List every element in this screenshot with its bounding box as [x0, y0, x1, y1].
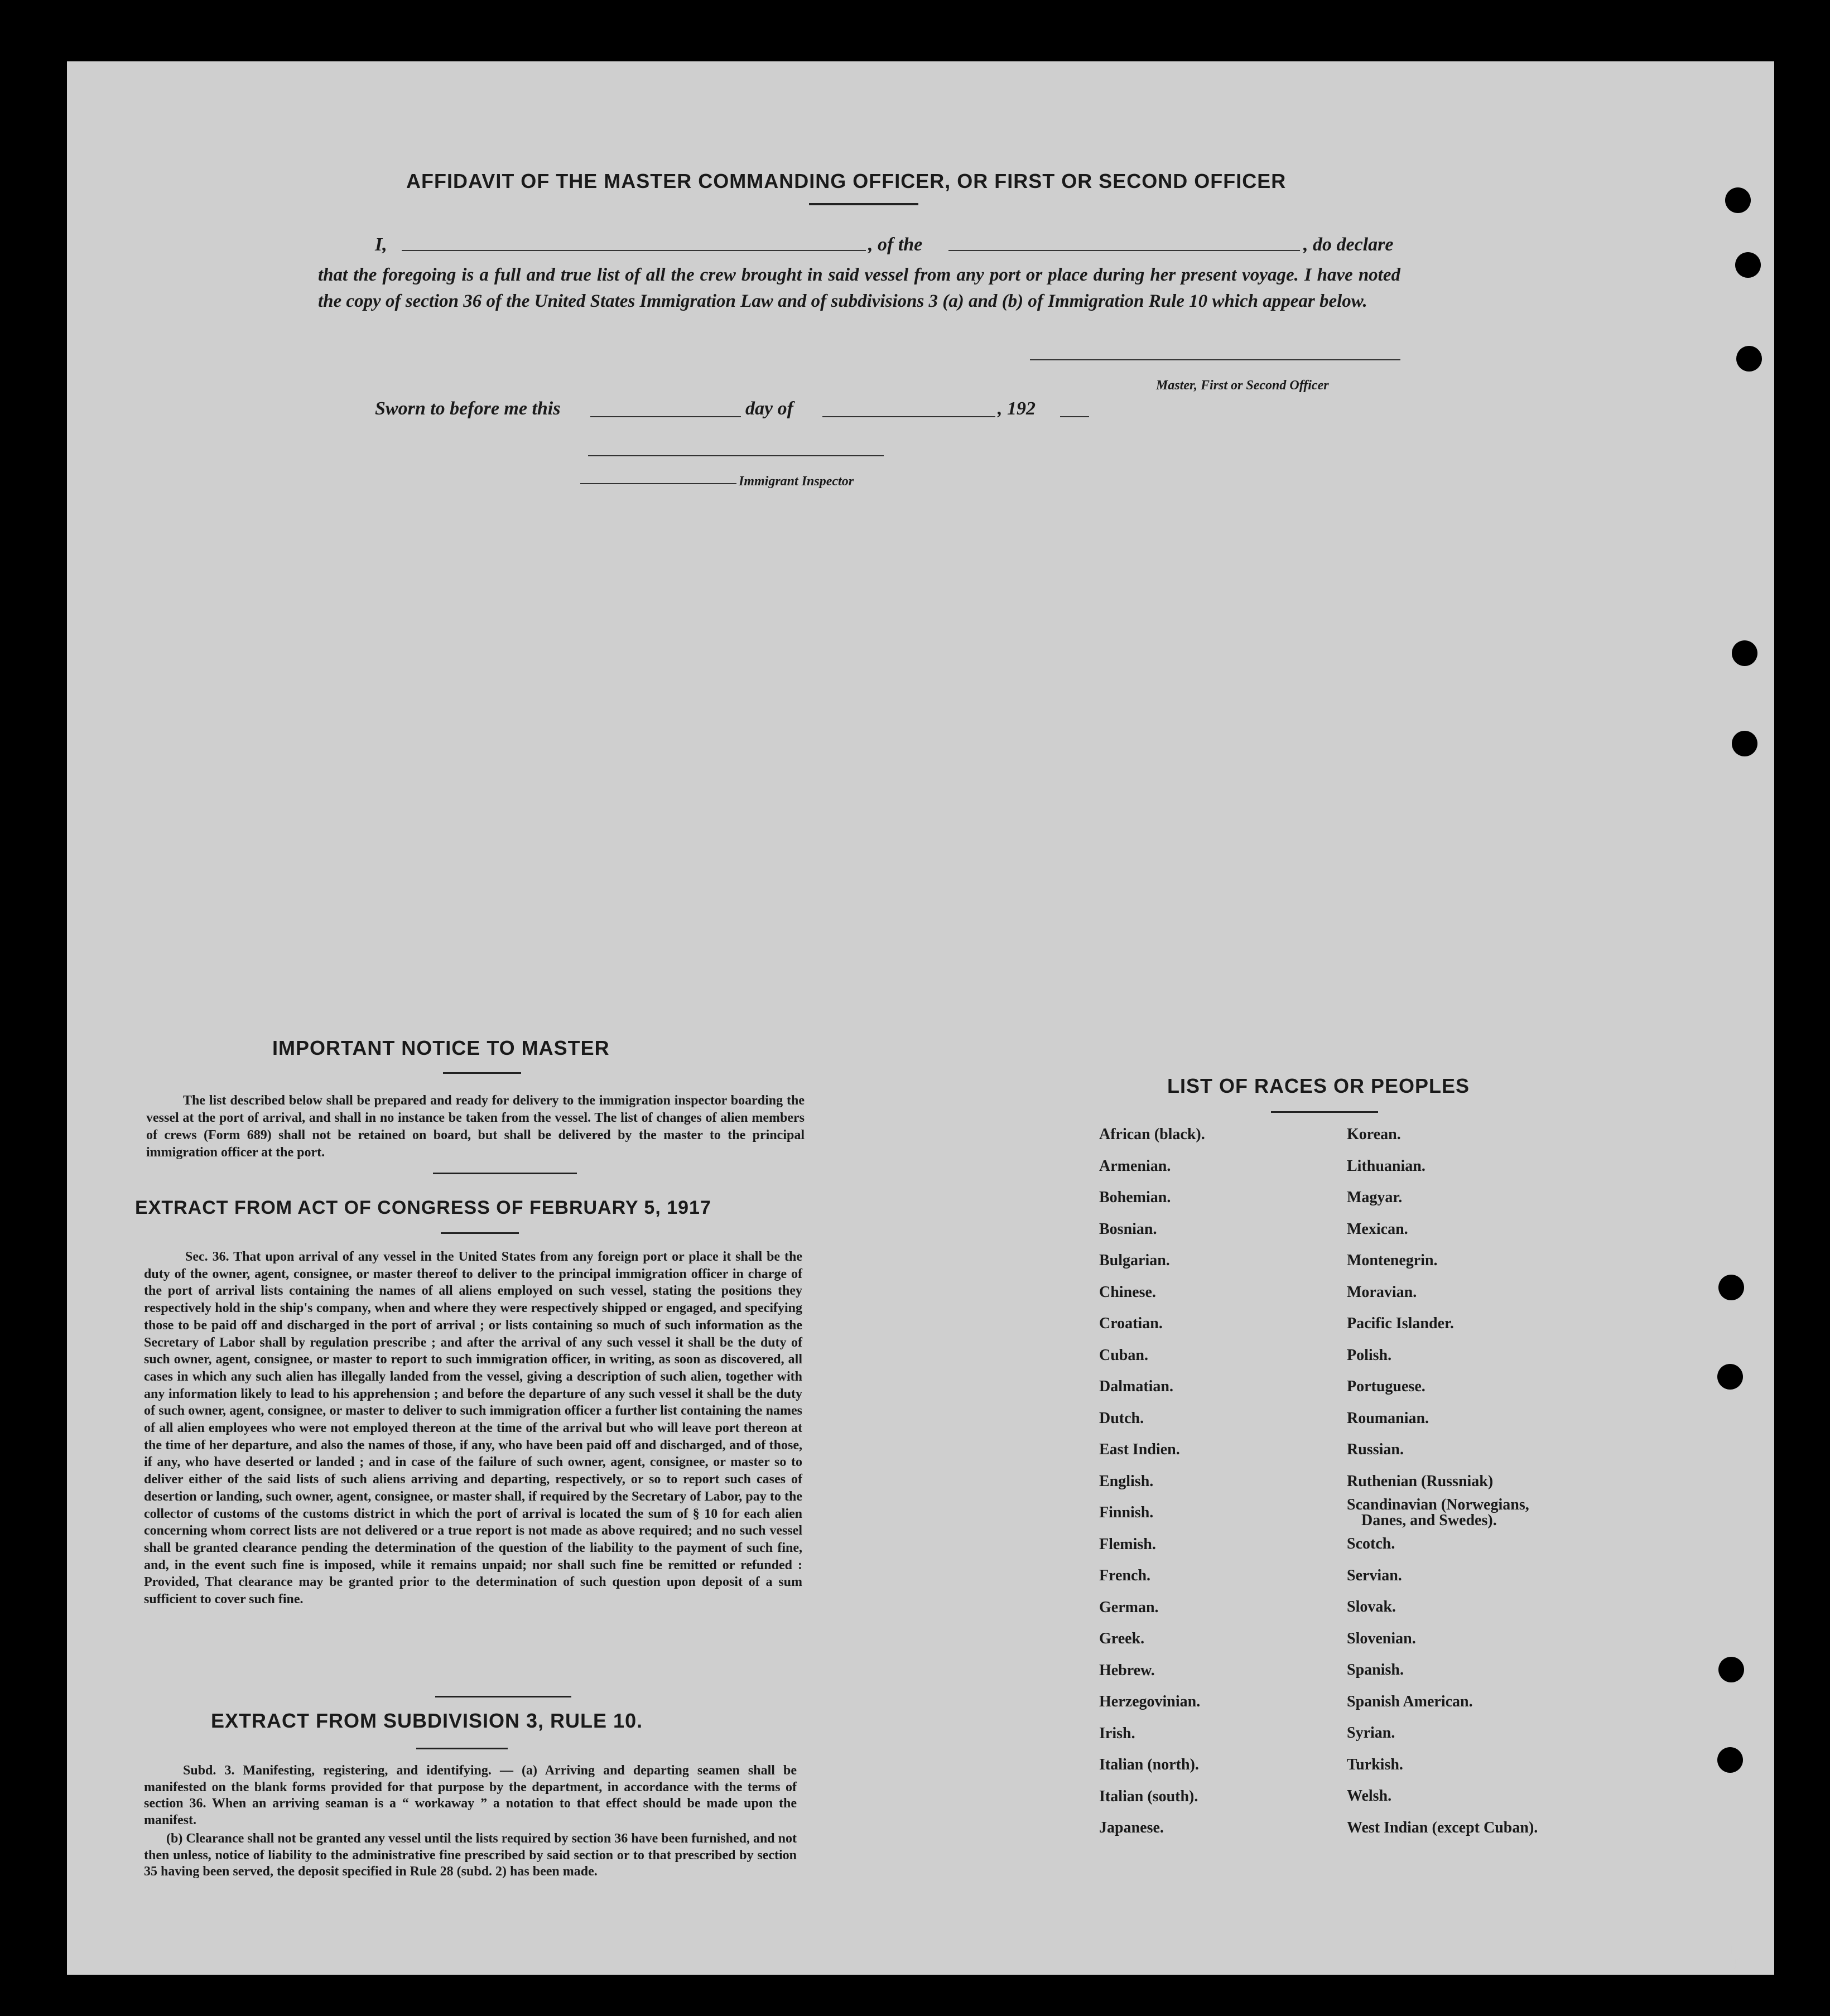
race-item: Slovak. — [1347, 1598, 1396, 1615]
race-item: Japanese. — [1099, 1819, 1164, 1836]
race-item: Flemish. — [1099, 1535, 1156, 1553]
notice-divider — [433, 1173, 577, 1174]
race-item: West Indian (except Cuban). — [1347, 1819, 1538, 1836]
race-item: German. — [1099, 1598, 1159, 1616]
name-blank[interactable] — [402, 250, 866, 251]
race-item: Pacific Islander. — [1347, 1315, 1454, 1332]
race-item: Cuban. — [1099, 1346, 1148, 1364]
punch-hole — [1717, 1747, 1743, 1773]
year-label: , 192 — [998, 398, 1036, 419]
vessel-blank[interactable] — [948, 250, 1300, 251]
race-item: East Indien. — [1099, 1441, 1180, 1458]
race-item: Italian (north). — [1099, 1756, 1199, 1773]
affidavit-body: that the foregoing is a full and true list of all the crew brought in said vessel from any port or place during her present voyage. I have noted the copy of section 36 of the United States Immigration Law and of subdivisions 3 (a) and (b) of Immigration Rule 10 which appear below. — [318, 265, 1400, 311]
punch-hole — [1718, 1657, 1744, 1682]
race-item: Servian. — [1347, 1566, 1402, 1584]
signature-line[interactable] — [1030, 359, 1400, 360]
punch-hole — [1718, 1275, 1744, 1300]
race-item: Roumanian. — [1347, 1409, 1429, 1427]
race-item: Polish. — [1347, 1346, 1392, 1364]
sworn-month-blank[interactable] — [822, 416, 995, 417]
day-of-label: day of — [745, 398, 793, 419]
notice-title: IMPORTANT NOTICE TO MASTER — [272, 1036, 610, 1059]
rule-extract-para-b: (b) Clearance shall not be granted any vessel until the lists required by section 36 have been furnished, and not then unless, notice of liability to the administrative fine prescribed by said section or to that prescribed by section 35 having been served, the deposit specified in Rule 28 (subd. 2) has been made. — [144, 1831, 797, 1879]
race-item: Welsh. — [1347, 1787, 1392, 1805]
race-item: English. — [1099, 1472, 1154, 1490]
race-item: Spanish American. — [1347, 1692, 1473, 1710]
notice-body: The list described below shall be prepared and ready for delivery to the immigration inspector boarding the vessel at the port of arrival, and shall in no instance be taken from the vessel. The list of changes of alien members of crews (Form 689) shall not be retained on board, but shall be delivered by the master to the principal immigration officer at the port. — [146, 1093, 805, 1160]
races-title: LIST OF RACES OR PEOPLES — [1167, 1074, 1470, 1097]
act-extract-underline — [441, 1232, 519, 1234]
race-item: Armenian. — [1099, 1157, 1171, 1175]
sworn-year-blank[interactable] — [1060, 416, 1089, 417]
race-item: Bosnian. — [1099, 1220, 1157, 1238]
race-item: Ruthenian (Russniak) — [1347, 1472, 1494, 1490]
races-left-column — [1099, 1119, 1205, 1844]
affidavit-i-label: I, — [375, 234, 387, 255]
punch-hole — [1725, 187, 1751, 213]
race-item: Portuguese. — [1347, 1378, 1426, 1395]
affidavit-title: AFFIDAVIT OF THE MASTER COMMANDING OFFICER, OR FIRST OR SECOND OFFICER — [406, 170, 1287, 192]
race-item: Korean. — [1347, 1126, 1401, 1143]
race-item: Dalmatian. — [1099, 1378, 1173, 1395]
race-item: African (black). — [1099, 1126, 1205, 1143]
race-item: Mexican. — [1347, 1220, 1408, 1238]
race-item: Russian. — [1347, 1441, 1404, 1458]
punch-hole — [1717, 1364, 1743, 1390]
race-item: Scotch. — [1347, 1535, 1395, 1552]
race-item: Turkish. — [1347, 1755, 1403, 1773]
inspector-label: Immigrant Inspector — [739, 474, 854, 489]
race-item: Moravian. — [1347, 1283, 1417, 1301]
race-item: Hebrew. — [1099, 1661, 1155, 1679]
race-item: Bohemian. — [1099, 1189, 1171, 1206]
race-item: Chinese. — [1099, 1283, 1156, 1301]
race-item: Greek. — [1099, 1630, 1145, 1647]
punch-hole — [1732, 640, 1757, 666]
punch-hole — [1736, 346, 1762, 372]
rule-extract-underline — [416, 1748, 508, 1749]
notice-title-underline — [443, 1072, 521, 1074]
race-item: Lithuanian. — [1347, 1157, 1426, 1175]
signature-label: Master, First or Second Officer — [1156, 378, 1329, 393]
race-item: Bulgarian. — [1099, 1252, 1170, 1269]
race-item: Montenegrin. — [1347, 1252, 1438, 1269]
race-item: Herzegovinian. — [1099, 1693, 1201, 1710]
race-item: Dutch. — [1099, 1409, 1144, 1427]
race-item: Irish. — [1099, 1724, 1135, 1742]
punch-hole — [1735, 252, 1761, 278]
race-item: French. — [1099, 1567, 1151, 1584]
act-extract-body: Sec. 36. That upon arrival of any vessel in the United States from any foreign port or place it shall be the duty of the owner, agent, consignee, or master thereof to deliver to the principal immigration officer in charge of the port of arrival lists containing the names of all aliens employed on such vessel, stating the positions they respectively hold in the ship's company, when and where they were respectively shipped or engaged, and specifying those to be paid off and discharged in the port of arrival ; or lists containing so much of such information as the Secretary of Labor shall by regulation prescribe ; and after the arrival of any such vessel it shall be the duty of such owner, agent, consignee, or master to report to such immigration officer, in writing, as soon as discovered, all cases in which any such alien has illegally landed from the vessel, giving a description of such alien, together with any information likely to lead to his apprehension ; and before the departure of any such vessel it shall be the duty of such owner, agent, consignee, or master to deliver to such immigration officer a further list containing the names of all alien employees who were not employed thereon at the time of the arrival but who will leave port thereon at the time of her departure, and also the names of those, if any, who have been paid off and discharged, and of those, if any, who have deserted or landed ; and in case of the failure of such owner, agent, consignee, or master so to deliver either of the said lists of such aliens arriving and departing, respectively, or so to report such cases of desertion or landing, such owner, agent, consignee, or master shall, if required by the Secretary of Labor, pay to the collector of customs of the customs district in which the port of arrival is located the sum of § 10 for each alien concerning whom correct lists are not delivered or a true report is not made as above required; and no such vessel shall be granted clearance pending the determination of the question of the liability to the payment of such fine, and, in the event such fine is imposed, while it remains unpaid; nor shall such fine be remitted or refunded : Provided, That clearance may be granted prior to the determination of such question upon deposit of a sum sufficient to cover such fine. — [144, 1250, 802, 1607]
act-extract-divider — [435, 1696, 571, 1697]
rule-extract-para-a: Subd. 3. Manifesting, registering, and identifying. — (a) Arriving and departing seamen shall be manifested on the blank forms provided for that purpose by the department, in accordance with the terms of section 36. When an arriving seaman is a “ workaway ” a notation to that effect should be made upon the manifest. — [144, 1763, 797, 1827]
affidavit-of-the-label: , of the — [868, 234, 923, 255]
inspector-signature-line[interactable] — [588, 455, 884, 456]
inspector-leader-line — [580, 483, 736, 484]
races-right-column — [1347, 1119, 1538, 1844]
race-item: Slovenian. — [1347, 1629, 1416, 1647]
race-item: Spanish. — [1347, 1661, 1404, 1679]
races-title-underline — [1271, 1111, 1378, 1113]
race-item: Italian (south). — [1099, 1787, 1198, 1805]
affidavit-declare-label: , do declare — [1303, 234, 1394, 255]
act-extract-title: EXTRACT FROM ACT OF CONGRESS OF FEBRUARY 5, 1917 — [135, 1197, 711, 1218]
race-item: Syrian. — [1347, 1724, 1395, 1742]
race-item: Danes, and Swedes). — [1361, 1512, 1497, 1529]
sworn-day-blank[interactable] — [590, 416, 741, 417]
race-item: Scandinavian (Norwegians, — [1347, 1496, 1529, 1513]
race-item: Finnish. — [1099, 1504, 1154, 1521]
affidavit-title-underline — [809, 203, 918, 205]
rule-extract-title: EXTRACT FROM SUBDIVISION 3, RULE 10. — [211, 1709, 643, 1732]
race-item: Croatian. — [1099, 1315, 1163, 1332]
punch-hole — [1732, 731, 1757, 756]
page-mark: 24 — [1724, 1941, 1752, 1969]
sworn-label: Sworn to before me this — [375, 398, 561, 419]
race-item: Magyar. — [1347, 1189, 1403, 1206]
